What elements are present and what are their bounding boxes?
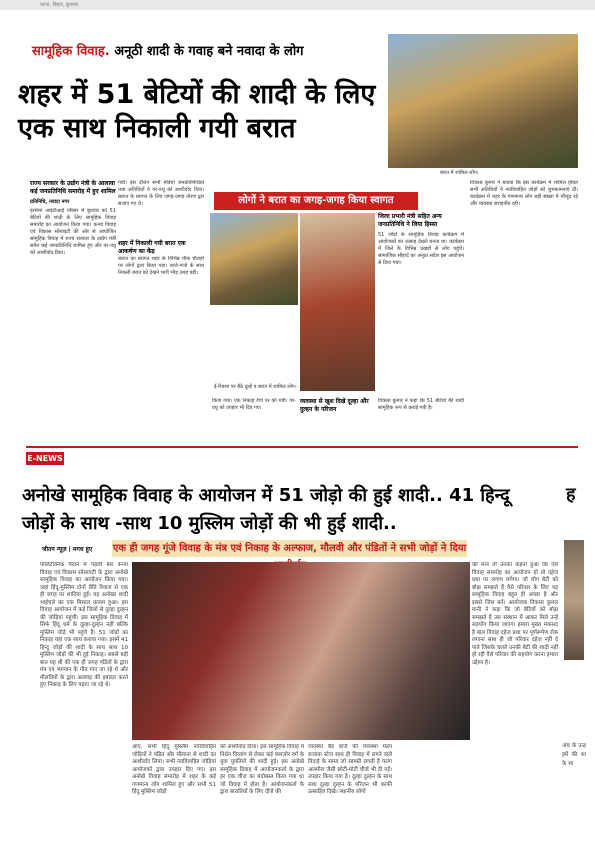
story1-headline: शहर में 51 बेटियों की शादी के लिए एक साथ निकाली गयी बरात — [18, 79, 376, 144]
col3-subhead: जिला प्रभारी मंत्री सहित अन्य जनप्रतिनिधि ने लिया हिस्सा — [378, 213, 442, 228]
page-header-strip: पटना, बिहार, बुधवार — [0, 0, 595, 10]
mass-wedding-photo — [132, 562, 470, 740]
grooms-photo — [300, 213, 375, 391]
story1-bottom-col2: विकास कुमार ने कहा कि 51 बेटियों की शादी सामूहिक रूप से कराई गयी है। — [378, 398, 464, 411]
story1-col3 — [378, 213, 464, 382]
story2-col1: पॉलिटेक्निक मैदान में पहली बार कन्या विवाह एवं विकास सोसायटी के द्वारा अनोखे सामूहिक विवाह का आयोजन किया गया। जहां हिंदू-मुस्लिम दोनों रीति रिवाज से एक ही जगह पर शादियां हुईं। यह अनोखा शादी भाईचारे का एक मिसाल कायम हुआ। इस विवाह आयोजन में कई जिलों से दूल्हा दुल्हन की जोड़ियां पहुंचीं। इस सामूहिक विवाह में सिर्फ हिंदू धर्म के दूल्हा-दुल्हन नहीं बल्कि मुस्लिम जोड़े भी पहुंचे हैं। 51 जोड़ों का निकाह यहां एक साथ कराया गया। इसमें 41 हिन्दू जोड़ों की शादी के साथ साथ 10 मुस्लिम जोड़ों की भी हुई निकाह। सबसे बड़ी बात यह थी की एक ही जगह पंडितों के द्वारा मंत्र एवं भगवान के गीत गाए जा रहे थे और मौलवियों के द्वारा अल्लाह की इबादत करते हुए निकाह के लिए पढ़ाए जा रहे थे। — [40, 562, 128, 688]
story2-edge-headline: ह — [566, 484, 576, 505]
adjacent-column-edge: अंच के उन्ह हमें की शा के भा — [562, 743, 586, 767]
story1-kicker — [32, 44, 304, 60]
story1-col4 — [470, 180, 578, 395]
story1-banner: लोगों ने बरात का जगह-जगह किया स्वागत — [214, 192, 418, 210]
col2-body: गयी। इस दौरान सभी मंत्रियों जनप्रतिनिधियों तथा अतिथियों ने वर-वधू को आशीर्वाद दिया। बारात के स्वागत के लिए जगह-जगह तोरण द्वार सजाए गए थे। — [118, 180, 204, 207]
wedding-procession-photo — [388, 34, 578, 168]
kicker-tag: सामूहिक विवाह. — [32, 44, 110, 59]
col3-body: 51 जोड़ों के सामूहिक विवाह कार्यक्रम में आयोजकों का उत्साह देखते बनता था। कार्यक्रम में जिले के विभिन्न प्रखंडों से लोग पहुंचे। सामाजिक सौहार्द का अनूठा संदेश इस आयोजन से दिया गया। — [378, 232, 464, 266]
story2-col3: को आशीर्वाद दिया। इस सामूहिक विवाह में निर्धन दिव्यांग से लेकर कई कमजोर वर्ग के युवा युवतियों की शादी हुई। इस अनोखे सामूहिक विवाह में आयोजनकर्ता के द्वारा हर एक चीज का बंदोबस्त किया गया था जो विवाह में होता है। आयोजनकर्ता के द्वारा बारातियों के लिए दीजे की — [220, 744, 304, 795]
photo-caption: बरात में शामिल लोग। — [440, 170, 479, 176]
story2-deck: एक ही जगह गूंजे विवाह के मंत्र एवं निकाह के अल्फाज, मौलवी और पंडितों ने सभी जोड़ों ने दिया — [112, 540, 467, 557]
story2-byline: जीतन न्यूज़ | मगध हुए — [42, 546, 93, 553]
story2-headline: अनोखे सामूहिक विवाह के आयोजन में 51 जोड़ो की हुई शादी.. 41 हिन्दू जोड़ों के साथ -साथ 10 मुस्लिम जोड़ों की भी हुई शादी.. — [22, 485, 510, 534]
enews-badge: E-NEWS — [27, 454, 63, 463]
col2-body2: बारात का स्वागत शहर के विभिन्न चौक चौराहों पर लोगों द्वारा किया गया। बाजे-गाजे के साथ निकली बरात को देखने भारी भीड़ उमड़ पड़ी। — [118, 256, 204, 276]
story1-col1 — [30, 180, 116, 368]
story2-col5: की मानें तो उनका कहना हुआ कि ऐसे विवाह समारोह का आयोजन हो तो दहेज प्रथा पर लगाम लगेगा। जो लोग बेटी को बोझ समझते हैं वैसे परिवार के लिए यह सामूहिक विवाह बहुत ही अच्छा है और इससे जिस बनें। आयोजक विकास कुमार मानी ने कहा कि जो बेटियों को बोझ समझते हैं उस संस्थान में आकर मिले उन्हें सहयोग किया जाएगा हमारा मुख्य मकसद है बाल विवाह दहेज प्रथा पर पूर्णरूपेण रोक लगाना साथ ही जो परिवार दहेज नहीं दे पाते जिसके चलते उनकी बेटी की शादी नहीं हो रही वैसे परिवार की सहयोग करना हमारा उद्देश्य है। — [472, 562, 558, 666]
photo2-caption: ई-रिक्शा पर बैठे दूल्हे व बरात में शामिल लोग। — [214, 384, 297, 390]
col1-subhead: राज्य सरकार के उद्योग मंत्री के आलावा कई जनप्रतिनिधि समारोह में हुए शामिल — [30, 180, 116, 195]
erickshaw-photo — [210, 213, 298, 305]
story2-col4: व्यवस्था बैंड बाजे की व्यवस्था मंडप सजाया स्टेज साथ ही विवाह में लगने वाले विदाई के समय जो सामग्री लगती है पलंग अलमीरा जैसी छोटी-मोटी चीजें भी दी गईं। उपहार किया गया है। दूल्हा दुल्हन के साथ साथ दूल्हा दुल्हन के परिजन भी काफी उत्साहित दिखे। स्थानीय लोगों — [308, 744, 392, 795]
col2-subhead: शहर में निकाली गयी बरात एक आकर्षण का केंद्र — [118, 240, 186, 255]
story1-bottom-subhead: व्यवस्था से खुश दिखे दूल्हा और दुल्हन के परिजन — [300, 398, 369, 413]
col4-body: विकास कुमार ने बताया कि इस कार्यक्रम में शामिल होकर सभी अतिथियों ने नवविवाहित जोड़ों को शुभकामनाएं दीं। कार्यक्रम में शहर के गणमान्य लोग बड़ी संख्या में मौजूद रहे और व्यवस्था सराहनीय रही। — [470, 180, 578, 207]
story2-col2: आए, सभी हिंदू मुस्लिम नवविवाहित जोड़ियों ने पंडित और मौलाना से शादी का आशीर्वाद लिया। सभी नवविवाहित जोड़ियां आयोजकों द्वारा उपहार दिए गए। इस अनोखे विवाह समारोह में शहर के कई गणमान्य लोग शामिल हुए और सभी 51 हिंदू मुस्लिम जोड़ों — [132, 744, 216, 795]
story1-bottom-col: किया गया। एक निकाह टेंपो पर की गयी। वर-वधू को उपहार भी दिए गए। — [212, 398, 296, 411]
col1-byline: प्रतिनिधि, नवादा नगर — [30, 199, 70, 205]
section-divider — [26, 446, 578, 448]
story1-col2 — [118, 180, 204, 372]
adjacent-photo-sliver — [564, 540, 584, 660]
col1-body: हरमेशा आईटीआई परिसर में बुधवार को 51 बेटियों की शादी के लिए सामूहिक विवाह समारोह का आयोजन किया गया। कन्या विवाह एवं विकास सोसाइटी की ओर से आयोजित सामूहिक विवाह में राज्य सरकार के उद्योग मंत्री समेत कई जनप्रतिनिधि शामिल हुए और वर-वधू को आशीर्वाद दिया। — [30, 208, 116, 256]
kicker-text: अनूठी शादी के गवाह बने नवादा के लोग — [109, 44, 304, 59]
